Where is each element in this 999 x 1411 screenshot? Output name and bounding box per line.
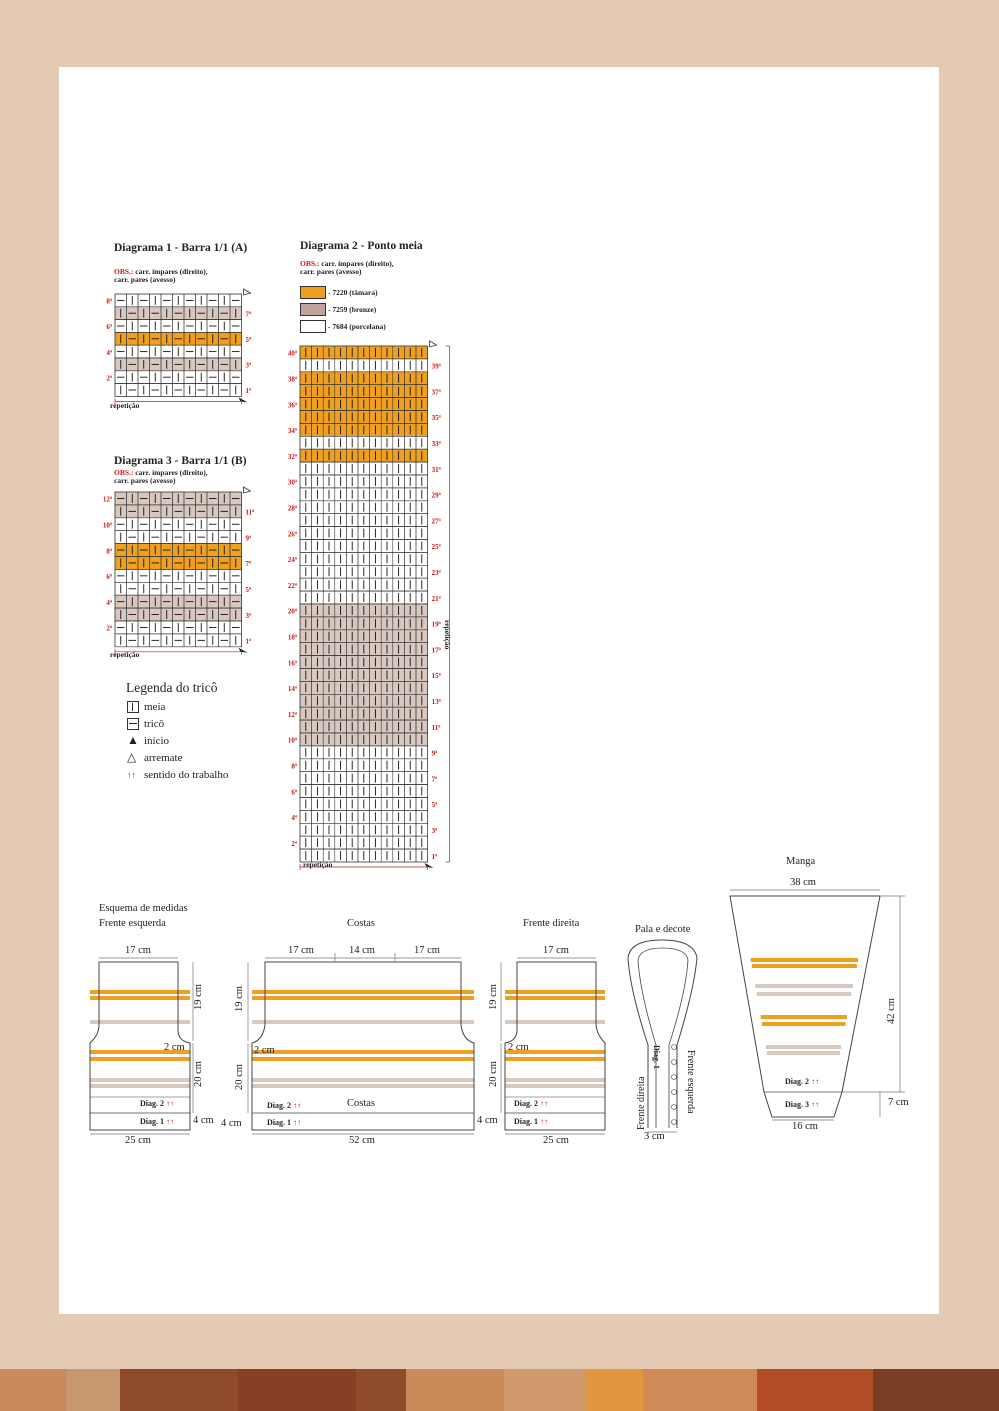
diagram2-row-label-right: 29ª bbox=[431, 491, 441, 500]
diagram2-row-label-right: 5ª bbox=[431, 801, 438, 810]
legend-bronze-label: - 7259 (bronze) bbox=[328, 304, 377, 314]
diagram2-row-label-right: 31ª bbox=[431, 465, 441, 474]
sleeve-cuff: 7 cm bbox=[888, 1097, 909, 1108]
sleeve-stripe bbox=[761, 1015, 847, 1019]
legend-arremate-label: arremate bbox=[144, 751, 183, 764]
buttonhole-icon bbox=[672, 1075, 677, 1080]
back-lower-height: 20 cm bbox=[234, 1064, 245, 1090]
front-right-top-measure: 17 cm bbox=[543, 945, 569, 956]
back-top-right-measure: 17 cm bbox=[414, 945, 440, 956]
diagram3-obs-line2: carr. pares (avesso) bbox=[114, 476, 176, 485]
diagram2-row-label-left: 38ª bbox=[287, 375, 297, 384]
yoke-right-label: Frente esquerda bbox=[685, 1050, 696, 1114]
diagram2-repeat-label: repetição bbox=[303, 860, 333, 869]
diagram2-row-label-left: 14ª bbox=[287, 685, 297, 694]
palette-swatch bbox=[586, 1369, 643, 1411]
arrow-icon: ↑↑ bbox=[166, 1099, 174, 1108]
diagram1-row-label-right: 5ª bbox=[245, 336, 252, 344]
front-right-diag2 bbox=[514, 1099, 548, 1108]
diagram3-row-label-right: 11ª bbox=[245, 508, 255, 517]
buttonhole-icon bbox=[672, 1105, 677, 1110]
front-left-diag1 bbox=[140, 1117, 174, 1126]
sleeve-stripe bbox=[762, 1022, 846, 1026]
sleeve-diag2-label: Diag. 2 bbox=[785, 1077, 809, 1086]
palette-swatch bbox=[504, 1369, 586, 1411]
back-top-mid-measure: 14 cm bbox=[349, 945, 375, 956]
front-left-lower-height: 20 cm bbox=[193, 1061, 204, 1087]
arrow-icon: ↑↑ bbox=[811, 1077, 819, 1086]
sleeve-title: Manga bbox=[786, 856, 816, 867]
back-armhole: 2 cm bbox=[254, 1045, 275, 1056]
front-right-stripe-tamara bbox=[505, 1057, 605, 1061]
diagram2-row-label-right: 3ª bbox=[431, 826, 438, 835]
palette-swatch bbox=[356, 1369, 406, 1411]
diagram2-row-label-left: 26ª bbox=[287, 530, 297, 539]
diagram2-row-label-right: 37ª bbox=[431, 388, 441, 397]
legend-tamara-label: - 7220 (tâmara) bbox=[328, 287, 378, 297]
buttonhole-icon bbox=[672, 1090, 677, 1095]
front-left-diag2 bbox=[140, 1099, 174, 1108]
back-rib: 4 cm bbox=[221, 1118, 242, 1129]
diagram2-row-label-left: 16ª bbox=[287, 659, 297, 668]
front-right-stripe-bronze bbox=[505, 1020, 605, 1024]
front-left-diag2-label: Diag. 2 bbox=[140, 1099, 164, 1108]
diagram2-row-label-left: 24ª bbox=[287, 556, 297, 565]
knit-legend-title: Legenda do tricô bbox=[126, 680, 218, 695]
diagram3-row-label-right: 3ª bbox=[245, 611, 252, 620]
diagram2-row-label-right: 19ª bbox=[431, 620, 441, 629]
front-left-stripe-tamara bbox=[90, 990, 190, 994]
front-right-stripe-bronze bbox=[505, 1078, 605, 1082]
diagram1-row-label-left: 8ª bbox=[106, 297, 112, 306]
diagram3-row-label-left: 2ª bbox=[106, 624, 112, 633]
arrow-icon: ↑↑ bbox=[166, 1117, 174, 1126]
palette-swatch bbox=[643, 1369, 757, 1411]
diagram1-obs-line2: carr. pares (avesso) bbox=[114, 275, 176, 284]
sleeve-bottom: 16 cm bbox=[792, 1121, 818, 1132]
diagram2-row-label-left: 10ª bbox=[287, 736, 297, 745]
diagram2-row-label-right: 17ª bbox=[431, 646, 441, 655]
yoke-left-label: Frente direita bbox=[636, 1076, 647, 1130]
front-left-upper-height: 19 cm bbox=[193, 984, 204, 1010]
back-diag2-label: Diag. 2 bbox=[267, 1101, 291, 1110]
diagram2-row-label-right: 15ª bbox=[431, 672, 441, 681]
front-right-stripe-bronze bbox=[505, 1084, 605, 1088]
diagram2-obs-line2: carr. pares (avesso) bbox=[300, 267, 362, 276]
diagram2-obs-label: OBS.: bbox=[300, 259, 320, 268]
diagram1-obs-label: OBS.: bbox=[114, 267, 134, 276]
diagram2-row-label-right: 9ª bbox=[431, 749, 438, 758]
diagram1-row-label-right: 3ª bbox=[245, 361, 252, 370]
diagram3-repeat-label: repetição bbox=[110, 650, 140, 659]
back-stripe-bronze bbox=[252, 1078, 474, 1082]
front-left-rib: 4 cm bbox=[193, 1115, 214, 1126]
diagram3-obs-label: OBS.: bbox=[114, 468, 134, 477]
legend-trico-label: tricô bbox=[144, 717, 165, 730]
back-diag1-label: Diag. 1 bbox=[267, 1118, 291, 1127]
diagram2-row-label-left: 22ª bbox=[287, 581, 297, 590]
diagram1-row-label-right: 7ª bbox=[245, 310, 252, 319]
diagram2-row-label-right: 11ª bbox=[431, 723, 441, 732]
diagram3-row-label-left: 4ª bbox=[106, 598, 112, 607]
back-stripe-tamara bbox=[252, 1057, 474, 1061]
diagram2-row-label-left: 18ª bbox=[287, 633, 297, 642]
diagram1-row-label-left: 6ª bbox=[106, 323, 112, 332]
legend-sentido-label: sentido do trabalho bbox=[144, 768, 229, 781]
back-width: 52 cm bbox=[349, 1135, 375, 1146]
sleeve-diag3 bbox=[785, 1100, 819, 1109]
back-upper-height: 19 cm bbox=[234, 986, 245, 1012]
front-right-lower-height: 20 cm bbox=[488, 1061, 499, 1087]
front-right-upper-height: 19 cm bbox=[488, 984, 499, 1010]
schema-heading: Esquema de medidas bbox=[99, 903, 188, 914]
front-right-title: Frente direita bbox=[523, 918, 580, 929]
sleeve-diag3-label: Diag. 3 bbox=[785, 1100, 809, 1109]
diagram1-title: Diagrama 1 - Barra 1/1 (A) bbox=[114, 242, 248, 254]
sleeve-stripe bbox=[766, 1045, 841, 1049]
diagram2-row-label-left: 8ª bbox=[291, 762, 297, 771]
sleeve-height: 42 cm bbox=[886, 998, 897, 1024]
legend-porcelana-label: - 7684 (porcelana) bbox=[328, 321, 386, 331]
front-left-top-measure: 17 cm bbox=[125, 945, 151, 956]
diagram1-obs-line1: carr. ímpares (direito), bbox=[135, 267, 208, 276]
diagram3-row-label-left: 10ª bbox=[102, 521, 112, 530]
palette-swatch bbox=[120, 1369, 238, 1411]
palette-swatch bbox=[238, 1369, 356, 1411]
yoke-width: 3 cm bbox=[644, 1131, 665, 1142]
diagram2-obs-line1: carr. ímpares (direito), bbox=[321, 259, 394, 268]
front-right-stripe-tamara bbox=[505, 990, 605, 994]
back-stripe-tamara bbox=[252, 996, 474, 1000]
diagram3-row-label-left: 12ª bbox=[102, 495, 112, 504]
diagram3-row-label-right: 9ª bbox=[245, 534, 252, 543]
back-diag1 bbox=[267, 1118, 301, 1127]
diagram2-title: Diagrama 2 - Ponto meia bbox=[300, 240, 423, 252]
sleeve-top-measure: 38 cm bbox=[790, 877, 816, 888]
diagram1-repeat-label: repetição bbox=[110, 401, 140, 410]
diagram2-row-label-right: 1ª bbox=[431, 852, 438, 861]
diagram2-row-label-left: 2ª bbox=[291, 839, 297, 848]
yoke-diag1: Diag. 1 bbox=[652, 1045, 661, 1069]
diagram2-row-label-right: 21ª bbox=[431, 594, 441, 603]
front-right-stripe-tamara bbox=[505, 996, 605, 1000]
front-left-armhole: 2 cm bbox=[164, 1042, 185, 1053]
back-stripe-tamara bbox=[252, 990, 474, 994]
diagram1-row-label-left: 4ª bbox=[106, 348, 112, 357]
front-left-title: Frente esquerda bbox=[99, 918, 166, 929]
diagram3-row-label-left: 8ª bbox=[106, 547, 112, 556]
diagram2-row-label-left: 6ª bbox=[291, 788, 297, 797]
arremate-icon: △ bbox=[127, 750, 137, 764]
diagram3-row-label-right: 7ª bbox=[245, 560, 252, 569]
palette-swatch bbox=[873, 1369, 999, 1411]
palette-swatch bbox=[66, 1369, 120, 1411]
buttonhole-icon bbox=[672, 1060, 677, 1065]
diagram1-row-label-left: 2ª bbox=[106, 374, 112, 383]
diagram2-row-label-right: 25ª bbox=[431, 543, 441, 552]
sleeve-stripe bbox=[751, 958, 858, 962]
back-top-left-measure: 17 cm bbox=[288, 945, 314, 956]
diagram2-row-label-left: 30ª bbox=[287, 478, 297, 487]
sleeve-stripe bbox=[752, 964, 857, 968]
back-title: Costas bbox=[347, 918, 376, 929]
front-left-diag1-label: Diag. 1 bbox=[140, 1117, 164, 1126]
diagram3-title: Diagrama 3 - Barra 1/1 (B) bbox=[114, 455, 247, 467]
arrow-icon: ↑↑ bbox=[540, 1117, 548, 1126]
front-left-stripe-tamara bbox=[90, 1057, 190, 1061]
sentido-icon: ↑↑ bbox=[127, 769, 136, 780]
diagram2-row-label-right: 39ª bbox=[431, 362, 441, 371]
diagram3-row-label-right: 5ª bbox=[245, 585, 252, 594]
front-left-stripe-bronze bbox=[90, 1084, 190, 1088]
arrow-icon: ↑↑ bbox=[811, 1100, 819, 1109]
diagram2-row-label-right: 7ª bbox=[431, 775, 438, 784]
front-right-rib: 4 cm bbox=[477, 1115, 498, 1126]
back-diag2 bbox=[267, 1101, 301, 1110]
front-left-stripe-bronze bbox=[90, 1020, 190, 1024]
front-right-width: 25 cm bbox=[543, 1135, 569, 1146]
diagram2-row-label-left: 32ª bbox=[287, 452, 297, 461]
back-center-label: Costas bbox=[347, 1098, 376, 1109]
sleeve-stripe bbox=[755, 984, 853, 988]
sleeve-stripe bbox=[767, 1051, 840, 1055]
back-stripe-tamara bbox=[252, 1050, 474, 1054]
diagram2-side-repeat-label: repetição bbox=[443, 620, 452, 650]
diagram1-row-label-right: 1ª bbox=[245, 387, 252, 396]
diagram3-obs-line1: carr. ímpares (direito), bbox=[135, 468, 208, 477]
diagram2-row-label-right: 13ª bbox=[431, 697, 441, 706]
front-right-armhole: 2 cm bbox=[508, 1042, 529, 1053]
buttonhole-icon bbox=[672, 1045, 677, 1050]
inicio-icon: ▲ bbox=[127, 733, 139, 747]
front-left-width: 25 cm bbox=[125, 1135, 151, 1146]
diagram2-row-label-right: 33ª bbox=[431, 439, 441, 448]
diagram2-row-label-left: 34ª bbox=[287, 427, 297, 436]
diagram2-row-label-right: 27ª bbox=[431, 517, 441, 526]
diagram2-row-label-right: 23ª bbox=[431, 568, 441, 577]
front-left-stripe-tamara bbox=[90, 996, 190, 1000]
front-right-diag2-label: Diag. 2 bbox=[514, 1099, 538, 1108]
yoke-title: Pala e decote bbox=[635, 924, 691, 935]
diagram2-row-label-left: 36ª bbox=[287, 401, 297, 410]
palette-swatch bbox=[757, 1369, 873, 1411]
color-palette-strip bbox=[0, 1369, 999, 1411]
arrow-icon: ↑↑ bbox=[293, 1101, 301, 1110]
diagram2-row-label-left: 20ª bbox=[287, 607, 297, 616]
palette-swatch bbox=[0, 1369, 66, 1411]
arrow-icon: ↑↑ bbox=[540, 1099, 548, 1108]
back-stripe-bronze bbox=[252, 1020, 474, 1024]
diagram3-row-label-right: 1ª bbox=[245, 637, 252, 646]
sleeve-stripe bbox=[757, 992, 852, 996]
diagram2-row-label-right: 35ª bbox=[431, 414, 441, 423]
diagram3-row-label-left: 6ª bbox=[106, 573, 112, 582]
legend-meia-label: meia bbox=[144, 700, 166, 713]
diagram2-row-label-left: 40ª bbox=[287, 349, 297, 358]
diagram2-row-label-left: 12ª bbox=[287, 710, 297, 719]
front-left-stripe-bronze bbox=[90, 1078, 190, 1082]
legend-inicio-label: início bbox=[144, 734, 170, 747]
palette-swatch bbox=[406, 1369, 504, 1411]
arrow-icon: ↑↑ bbox=[293, 1118, 301, 1127]
diagram2-row-label-left: 28ª bbox=[287, 504, 297, 513]
buttonhole-icon bbox=[672, 1120, 677, 1125]
sleeve-diag2 bbox=[785, 1077, 819, 1086]
front-right-diag1-label: Diag. 1 bbox=[514, 1117, 538, 1126]
diagram2-row-label-left: 4ª bbox=[291, 814, 297, 823]
front-right-diag1 bbox=[514, 1117, 548, 1126]
back-stripe-bronze bbox=[252, 1084, 474, 1088]
